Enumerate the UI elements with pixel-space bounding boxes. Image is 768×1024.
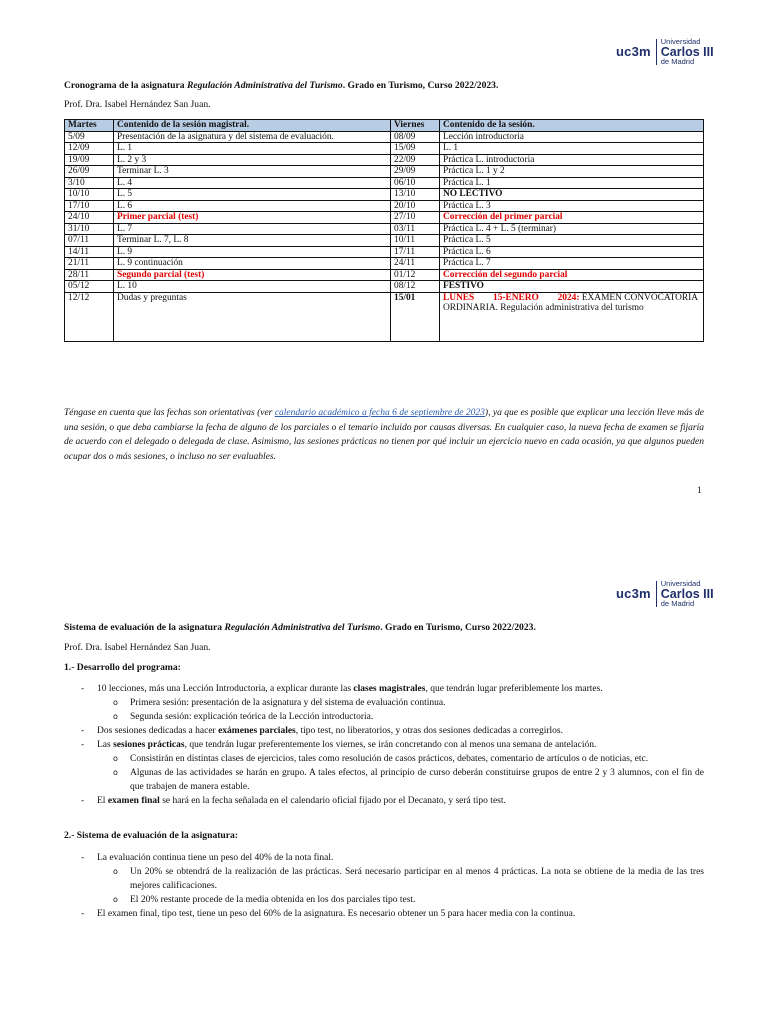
sub-list [97, 752, 704, 794]
logo-university-name [661, 580, 714, 608]
table-row-final-exam [65, 292, 704, 341]
logo-divider [656, 39, 657, 65]
cell-viernes: 06/10 [391, 177, 440, 189]
cell-contenido-sesion: Práctica L. 7 [440, 258, 704, 270]
uc3m-logo-page2 [616, 580, 714, 608]
cell-viernes: 15/09 [391, 143, 440, 155]
final-exam-date: LUNES 15-ENERO 2024: [443, 292, 580, 303]
cell-contenido-magistral: L. 4 [114, 177, 391, 189]
cell-viernes: 03/11 [391, 223, 440, 235]
cell-viernes: 29/09 [391, 166, 440, 178]
table-row [65, 223, 704, 235]
table-row [65, 177, 704, 189]
cell-martes: 10/10 [65, 189, 114, 201]
logo-line-2: Carlos III [660, 44, 714, 59]
logo-line-2: Carlos III [660, 586, 714, 601]
title-suffix: . Grado en Turismo, Curso 2022/2023. [380, 622, 536, 633]
schedule-note [64, 406, 704, 464]
section2-list [64, 851, 704, 921]
cell-martes: 26/09 [65, 166, 114, 178]
uc3m-logo [616, 38, 714, 66]
list-item [64, 724, 704, 738]
cell-contenido-sesion: Práctica L. 3 [440, 200, 704, 212]
cell-contenido-magistral: L. 9 [114, 246, 391, 258]
list-item [64, 794, 704, 808]
bold-text: examen final [107, 796, 160, 806]
text: , que tendrán lugar preferentemente los viernes, se irán concretando con al menos una semana de antelación. [184, 740, 597, 750]
cell-viernes: 17/11 [391, 246, 440, 258]
cell-viernes: 08/09 [391, 131, 440, 143]
cell-contenido-sesion: Práctica L. 4 + L. 5 (terminar) [440, 223, 704, 235]
cell-contenido-sesion: FESTIVO [440, 281, 704, 293]
schedule-body [65, 131, 704, 341]
cell-contenido-magistral: Terminar L. 7, L. 8 [114, 235, 391, 247]
cell-contenido-sesion: L. 1 [440, 143, 704, 155]
logo-line-3: de Madrid [660, 599, 695, 608]
cell-viernes: 20/10 [391, 200, 440, 212]
section1-heading: 1.- Desarrollo del programa: [64, 662, 181, 673]
cell-contenido-magistral: L. 7 [114, 223, 391, 235]
table-row [65, 246, 704, 258]
sub-list-item: o Algunas de las actividades se harán en grupo. A tales efectos, al principio de curso deberán constituirse grupos de entre 2 y 3 alumnos, con el fin de que trabajen de manera estable. [97, 766, 704, 794]
header-contenido-magistral: Contenido de la sesión magistral. [114, 120, 391, 132]
sub-list-item: o Consistirán en distintas clases de ejercicios, tales como resolución de casos prácticos, debates, comentario de artículos o de noticias, etc. [97, 752, 704, 766]
cell-contenido-sesion: Práctica L. introductoria [440, 154, 704, 166]
cell-martes: 12/12 [65, 292, 114, 341]
title-course-name: Regulación Administrativa del Turismo [186, 80, 343, 91]
cell-martes: 17/10 [65, 200, 114, 212]
bold-text: exámenes parciales [218, 726, 296, 736]
final-exam-description: EXAMEN CONVOCATORIA ORDINARIA. Regulación administrativa del turismo [443, 292, 698, 313]
table-row [65, 200, 704, 212]
cell-contenido-magistral: L. 9 continuación [114, 258, 391, 270]
cell-contenido-sesion: Práctica L. 6 [440, 246, 704, 258]
header-contenido-sesion: Contenido de la sesión. [440, 120, 704, 132]
page1-professor: Prof. Dra. Isabel Hernández San Juan. [64, 99, 211, 110]
cell-martes: 3/10 [65, 177, 114, 189]
cell-martes: 07/11 [65, 235, 114, 247]
cell-contenido-sesion: Lección introductoria [440, 131, 704, 143]
cell-contenido-sesion: NO LECTIVO [440, 189, 704, 201]
list-item [64, 682, 704, 724]
cell-contenido-magistral: Presentación de la asignatura y del sistema de evaluación. [114, 131, 391, 143]
sub-list [97, 865, 704, 907]
logo-uc3m-text: uc3m [616, 44, 651, 60]
text: El [97, 796, 108, 806]
header-viernes: Viernes [391, 120, 440, 132]
cell-martes: 19/09 [65, 154, 114, 166]
cell-martes: 5/09 [65, 131, 114, 143]
sub-list-item: o Un 20% se obtendrá de la realización de las prácticas. Será necesario participar en al menos 4 prácticas. La nota se obtiene de la media de las tres mejores calificaciones. [97, 865, 704, 893]
cell-viernes: 10/11 [391, 235, 440, 247]
text: La evaluación continua tiene un peso del 40% de la nota final. [97, 853, 334, 863]
cell-contenido-magistral: L. 5 [114, 189, 391, 201]
cell-martes: 24/10 [65, 212, 114, 224]
title-prefix: Cronograma de la asignatura [64, 80, 187, 91]
list-item [64, 738, 704, 794]
section1-list [64, 682, 704, 808]
list-item [64, 851, 704, 907]
cell-viernes: 13/10 [391, 189, 440, 201]
page2-title [64, 622, 536, 633]
cell-viernes: 24/11 [391, 258, 440, 270]
page2-professor: Prof. Dra. Isabel Hernández San Juan. [64, 642, 211, 653]
title-prefix: Sistema de evaluación de la asignatura [64, 622, 225, 633]
logo-uc3m-text: uc3m [616, 586, 651, 602]
sub-list-item: o El 20% restante procede de la media obtenida en los dos parciales tipo test. [97, 893, 704, 907]
cell-martes: 14/11 [65, 246, 114, 258]
table-row [65, 269, 704, 281]
schedule-header-row [65, 120, 704, 132]
text: , que tendrán lugar preferiblemente los martes. [425, 684, 603, 694]
table-row [65, 258, 704, 270]
note-prefix: Téngase en cuenta que las fechas son orientativas (ver [64, 408, 275, 418]
cell-contenido-sesion: Corrección del segundo parcial [440, 269, 704, 281]
table-row [65, 143, 704, 155]
cell-viernes: 15/01 [391, 292, 440, 341]
text: se hará en la fecha señalada en el calendario oficial fijado por el Decanato, y será tipo test. [159, 796, 506, 806]
cell-martes: 21/11 [65, 258, 114, 270]
text: El examen final, tipo test, tiene un peso del 60% de la asignatura. Es necesario obtener un 5 para hacer media con la continua. [97, 909, 576, 919]
cell-martes: 31/10 [65, 223, 114, 235]
logo-university-name [661, 38, 714, 66]
cell-contenido-sesion: Práctica L. 1 [440, 177, 704, 189]
cell-viernes: 08/12 [391, 281, 440, 293]
text: Dos sesiones dedicadas a hacer [97, 726, 219, 736]
sub-list-item: o Segunda sesión: explicación teórica de la Lección introductoria. [97, 710, 704, 724]
table-row [65, 131, 704, 143]
cell-viernes: 01/12 [391, 269, 440, 281]
cell-contenido-magistral: Segundo parcial (test) [114, 269, 391, 281]
cell-contenido-magistral: L. 2 y 3 [114, 154, 391, 166]
cell-viernes: 27/10 [391, 212, 440, 224]
section2-heading: 2.- Sistema de evaluación de la asignatura: [64, 830, 239, 841]
bold-text: clases magistrales [353, 684, 426, 694]
page-number: 1 [697, 486, 702, 496]
note-suffix: ), ya que es posible que explicar una lección lleve más de una sesión, o que deba cambiarse la fecha de alguno de los parciales o el temario incluido por causas diversas. En cualquier caso, la nueva fecha de examen se fijaría de acuerdo con el delegado o delegada de clase. Asimismo, las sesiones prácticas no tienen por qué incluir un ejercicio nuevo en cada ocasión, ya que algunos pueden ocupar dos o más sesiones, o incluso no ser evaluables. [64, 408, 704, 462]
cell-contenido-magistral: L. 6 [114, 200, 391, 212]
sub-list [97, 696, 704, 724]
text: , tipo test, no liberatorios, y otras dos sesiones dedicadas a corregirlos. [295, 726, 564, 736]
cell-martes: 05/12 [65, 281, 114, 293]
logo-line-1: Universidad [660, 579, 701, 588]
schedule-table [64, 119, 704, 342]
header-martes: Martes [65, 120, 114, 132]
cell-viernes: 22/09 [391, 154, 440, 166]
page1-title [64, 80, 498, 91]
sub-list-item: o Primera sesión: presentación de la asignatura y del sistema de evaluación continua. [97, 696, 704, 710]
list-item [64, 907, 704, 921]
logo-line-1: Universidad [660, 37, 701, 46]
text: Las [97, 740, 114, 750]
cell-contenido-magistral: Terminar L. 3 [114, 166, 391, 178]
cell-contenido-magistral: L. 10 [114, 281, 391, 293]
cell-martes: 28/11 [65, 269, 114, 281]
logo-divider [656, 581, 657, 607]
table-row [65, 154, 704, 166]
table-row [65, 189, 704, 201]
logo-line-3: de Madrid [660, 57, 695, 66]
table-row [65, 281, 704, 293]
academic-calendar-link[interactable]: calendario académico a fecha 6 de septiembre de 2023 [274, 408, 485, 418]
cell-contenido-sesion: Práctica L. 1 y 2 [440, 166, 704, 178]
text: 10 lecciones, más una Lección Introductoria, a explicar durante las [97, 684, 354, 694]
cell-martes: 12/09 [65, 143, 114, 155]
table-row [65, 235, 704, 247]
cell-contenido-magistral: L. 1 [114, 143, 391, 155]
title-course-name: Regulación Administrativa del Turismo [224, 622, 381, 633]
cell-final-exam [440, 292, 704, 341]
cell-contenido-magistral: Primer parcial (test) [114, 212, 391, 224]
bold-text: sesiones prácticas [113, 740, 185, 750]
cell-contenido-sesion: Práctica L. 5 [440, 235, 704, 247]
cell-contenido-magistral: Dudas y preguntas [114, 292, 391, 341]
table-row [65, 166, 704, 178]
title-suffix: . Grado en Turismo, Curso 2022/2023. [342, 80, 499, 91]
cell-contenido-sesion: Corrección del primer parcial [440, 212, 704, 224]
table-row [65, 212, 704, 224]
